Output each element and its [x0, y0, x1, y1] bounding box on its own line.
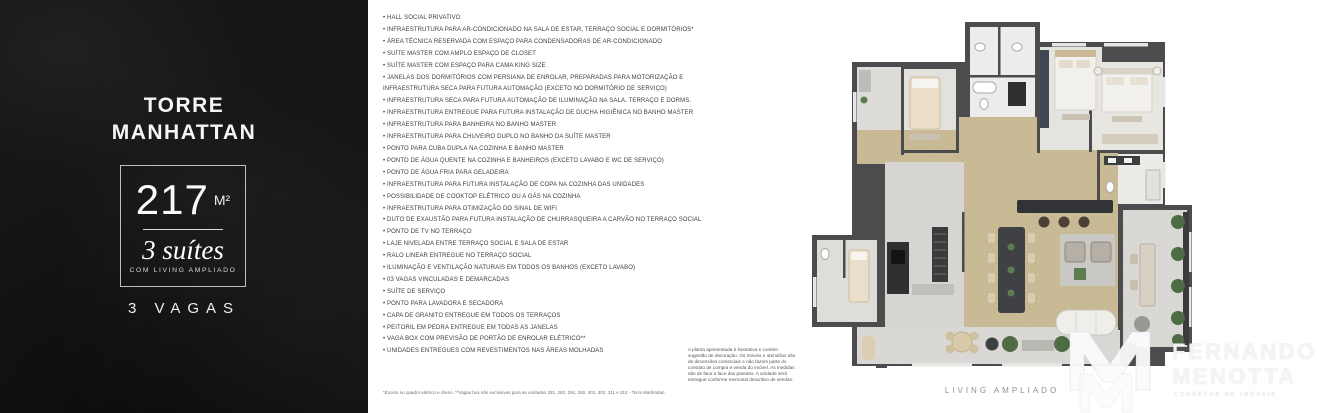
feature-item: • CAPA DE GRANITO ENTREGUE EM TODOS OS TERRAÇOS	[383, 311, 735, 323]
cooktop	[891, 250, 905, 264]
area-value: 217	[135, 176, 209, 223]
shower	[1008, 82, 1026, 106]
planter-frame	[1183, 212, 1189, 345]
broker-name-line2: MENOTTA	[1172, 364, 1297, 389]
tower-title	[0, 92, 368, 146]
feature-list	[383, 13, 735, 358]
feature-item: • HALL SOCIAL PRIVATIVO	[383, 13, 735, 25]
broker-name-line1: FERNANDO	[1172, 339, 1317, 364]
plant-icon	[1171, 215, 1185, 229]
plant-icon	[1171, 247, 1185, 261]
plan-caption: LIVING AMPLIADO	[944, 386, 1060, 395]
feature-item: • RALO LINEAR ENTREGUE NO TERRAÇO SOCIAL	[383, 251, 735, 263]
legal-disclaimer: A planta apresentada é ilustrativa e contém sugestão de decoração. Os móveis e utensílios são de dimensões comerciais e não fazem parte do contrato de compra e venda do imóvel. As medidas são de face a face das paredes. A unidade será entregue conforme memorial descritivo de vendas.	[688, 347, 796, 383]
armchair	[1091, 242, 1111, 262]
tower-title-line1: TORRE	[143, 94, 225, 117]
feature-item: • PEITORIL EM PEDRA ENTREGUE EM TODAS AS JANELAS	[383, 323, 735, 335]
feature-item: • INFRAESTRUTURA PARA OTIMIZAÇÃO DO SINAL DE WIFI	[383, 204, 735, 216]
suites-sublabel: COM LIVING AMPLIADO	[129, 267, 237, 274]
feature-item: • POSSIBILIDADE DE COOKTOP ELÉTRICO OU A GÁS NA COZINHA	[383, 192, 735, 204]
island-bar	[1017, 200, 1113, 213]
broker-tagline: CORRETOR DE IMÓVEIS	[1174, 392, 1277, 398]
feature-item: • ILUMINAÇÃO E VENTILAÇÃO NATURAIS EM TODOS OS BANHOS (EXCETO LAVABO)	[383, 263, 735, 275]
chair	[946, 345, 955, 354]
area-unit: M²	[213, 192, 231, 208]
kitchen-counter	[887, 242, 909, 294]
spec-divider	[143, 229, 223, 230]
sink	[975, 43, 985, 51]
menotta-monogram-icon	[1068, 328, 1168, 413]
wc-toilet	[821, 249, 829, 260]
chaise	[862, 336, 875, 360]
feature-item: • PONTO PARA LAVADORA E SECADORA	[383, 299, 735, 311]
feature-item: • INFRAESTRUTURA PARA BANHEIRA NO BANHO MASTER	[383, 120, 735, 132]
ottoman	[986, 338, 999, 351]
chair	[970, 345, 979, 354]
sink	[1012, 43, 1022, 51]
feature-item: • PONTO DE TV NO TERRAÇO	[383, 227, 735, 239]
feature-item: • PONTO DE ÁGUA QUENTE NA COZINHA E BANHEIROS (EXCETO LAVABO E WC DE SERVIÇO)	[383, 156, 735, 168]
feature-item: • JANELAS DOS DORMITÓRIOS COM PERSIANA DE ENROLAR, PREPARADAS PARA MOTORIZAÇÃO E INFRAESTRUTURA SECA PARA FUTURA AUTOMAÇÃO (EXCETO NO DORMITÓRIO DE SERVIÇO)	[383, 73, 735, 97]
bathtub	[973, 82, 996, 93]
broker-name	[1172, 339, 1317, 389]
feature-item: • INFRAESTRUTURA PARA FUTURA INSTALAÇÃO DE COPA NA COZINHA DAS UNIDADES	[383, 180, 735, 192]
nightstand-lamp	[1094, 67, 1102, 75]
plant-icon	[1171, 279, 1185, 293]
feature-item: • INFRAESTRUTURA ENTREGUE PARA FUTURA INSTALAÇÃO DE DUCHA HIGIÊNICA NO BANHO MASTER	[383, 108, 735, 120]
tower-title-line2: MANHATTAN	[111, 121, 257, 144]
master-pillow	[1106, 77, 1124, 85]
chair	[970, 332, 979, 341]
footnote: *Exceto no quadro elétrico e dreno. **Vagas box não exclusivas para as unidades 281, 282, 291, 292, 301, 302, 311 e 312 - Torre Manhattan.	[383, 390, 666, 395]
nightstand-lamp	[1153, 67, 1161, 75]
planter-bench	[1022, 340, 1054, 351]
bed-2-bench	[1062, 114, 1090, 120]
plant-icon	[1171, 311, 1185, 325]
bed-2-pillow	[1059, 60, 1073, 68]
toilet	[1106, 182, 1114, 193]
feature-item: • SUÍTE DE SERVIÇO	[383, 287, 735, 299]
bar-stool	[1038, 216, 1050, 228]
bar-stool	[1058, 216, 1070, 228]
armchair	[1065, 242, 1085, 262]
wardrobe	[1040, 50, 1049, 128]
feature-item: • SUÍTE MASTER COM ESPAÇO PARA CAMA KING SIZE	[383, 61, 735, 73]
coffee-plant	[1074, 268, 1086, 280]
master-console	[1102, 134, 1158, 144]
laundry-counter	[859, 70, 871, 92]
unit-area	[121, 176, 245, 223]
service-pillow	[851, 252, 867, 260]
kitchen-sink-counter	[912, 284, 954, 295]
shrub-icon	[1002, 336, 1018, 352]
bed-2-pillow	[1076, 60, 1090, 68]
floor-plan-drawing	[812, 22, 1192, 372]
vanity-sink	[1124, 158, 1132, 163]
bar-stool	[1078, 216, 1090, 228]
terrace-chair	[1130, 254, 1138, 264]
master-bench	[1112, 116, 1142, 122]
feature-item: • SUÍTE MASTER COM AMPLO ESPAÇO DE CLOSET	[383, 49, 735, 61]
feature-item: • PONTO DE ÁGUA FRIA PARA GELADEIRA	[383, 168, 735, 180]
floor-plan	[812, 22, 1192, 372]
terrace-chair	[1130, 280, 1138, 290]
unit-spec-box	[120, 165, 246, 287]
toilet	[980, 99, 988, 110]
feature-item: • VAGA BOX COM PREVISÃO DE PORTÃO DE ENROLAR ELÉTRICO**	[383, 334, 735, 346]
feature-item: • INFRAESTRUTURA PARA AR-CONDICIONADO NA SALA DE ESTAR, TERRAÇO SOCIAL E DORMITÓRIOS*	[383, 25, 735, 37]
vanity-sink	[1108, 158, 1116, 163]
chair	[946, 332, 955, 341]
shower-box	[1146, 170, 1160, 200]
master-pillow	[1130, 77, 1148, 85]
feature-item: • DUTO DE EXAUSTÃO PARA FUTURA INSTALAÇÃO DE CHURRASQUEIRA A CARVÃO NO TERRAÇO SOCIAL	[383, 215, 735, 227]
feature-item: • INFRAESTRUTURA SECA PARA FUTURA AUTOMAÇÃO DE ILUMINAÇÃO NA SALA, TERRAÇO E DORMS.	[383, 96, 735, 108]
broker-logo	[1068, 328, 1317, 413]
feature-item: • UNIDADES ENTREGUES COM REVESTIMENTOS NAS ÁREAS MOLHADAS	[383, 346, 735, 358]
plant-icon	[861, 97, 868, 104]
terrace-table	[1140, 244, 1155, 306]
feature-item: • ÁREA TÉCNICA RESERVADA COM ESPAÇO PARA CONDENSADORAS DE AR-CONDICIONADO	[383, 37, 735, 49]
feature-item: • PONTO PARA CUBA DUPLA NA COZINHA E BANHO MASTER	[383, 144, 735, 156]
feature-item: • INFRAESTRUTURA PARA CHUVEIRO DUPLO NO BANHO DA SUÍTE MASTER	[383, 132, 735, 144]
feature-item: • LAJE NIVELADA ENTRE TERRAÇO SOCIAL E SALA DE ESTAR	[383, 239, 735, 251]
bed-3-bench	[910, 134, 940, 140]
bed-3-pillow	[912, 79, 938, 88]
bed-2-headboard	[1055, 50, 1096, 57]
suites-label: 3 suítes	[142, 235, 224, 265]
feature-item: • 03 VAGAS VINCULADAS E DEMARCADAS	[383, 275, 735, 287]
parking-label: 3 VAGAS	[127, 300, 241, 317]
breakfast-table	[952, 332, 972, 352]
left-info-panel	[0, 0, 368, 413]
